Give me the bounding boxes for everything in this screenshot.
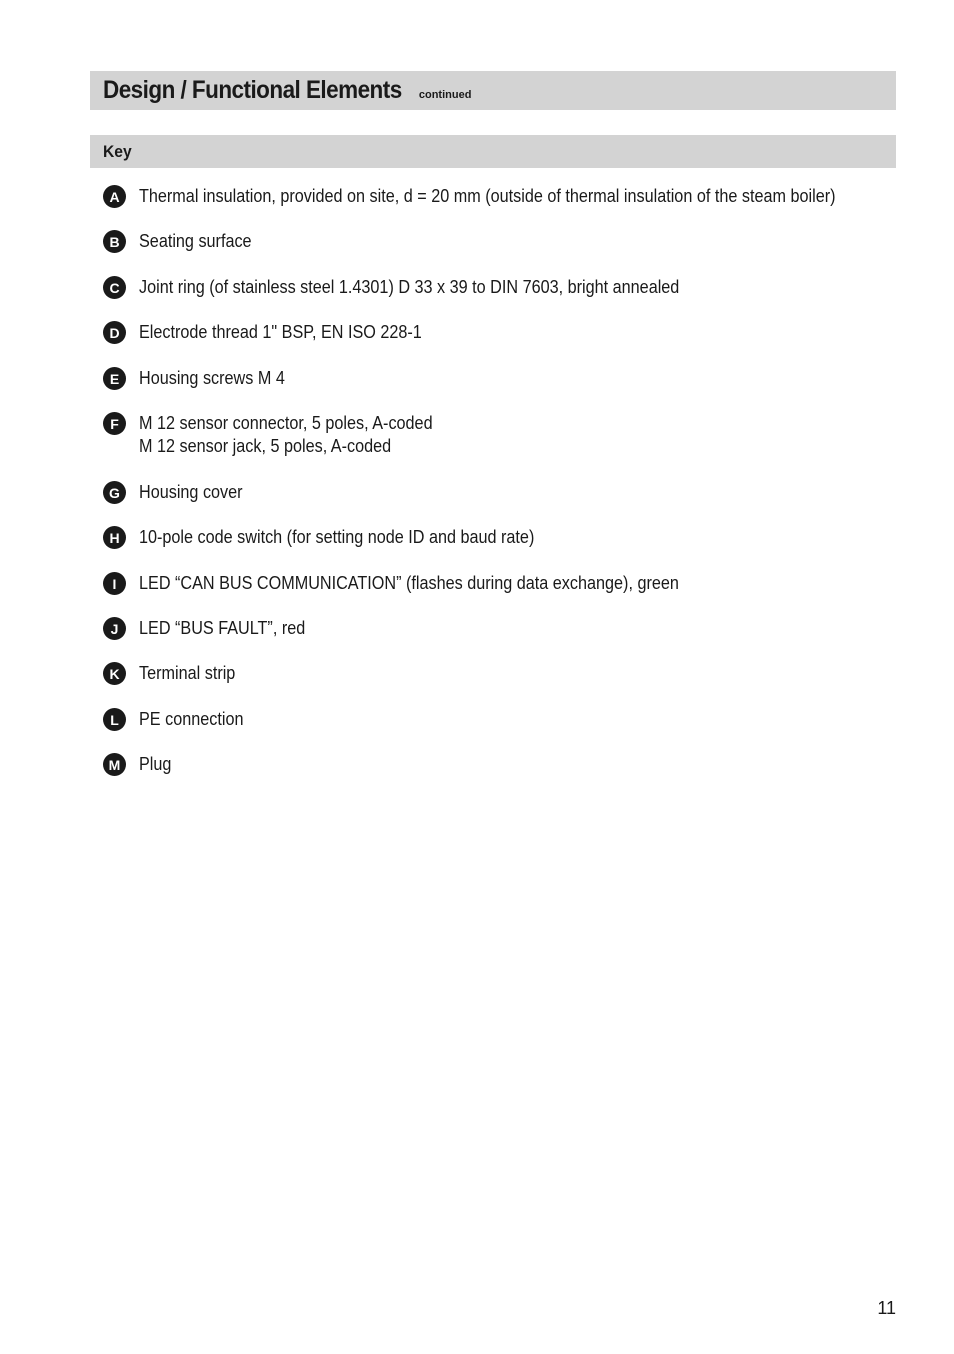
key-item-e — [103, 367, 301, 390]
key-item-line: Seating surface — [139, 231, 252, 251]
key-letter-badge: M — [103, 753, 126, 776]
key-item-text — [139, 753, 171, 776]
key-letter-badge: E — [103, 367, 126, 390]
key-item-line: Housing screws M 4 — [139, 368, 285, 388]
section-header — [90, 71, 896, 110]
key-header — [90, 135, 896, 168]
key-title: Key — [103, 141, 132, 161]
key-item-line: Joint ring (of stainless steel 1.4301) D 33 x 39 to DIN 7603, bright annealed — [139, 277, 680, 297]
key-item-g — [103, 481, 254, 504]
key-item-line: PE connection — [139, 709, 244, 729]
key-item-line: M 12 sensor connector, 5 poles, A-coded — [139, 413, 433, 433]
key-letter-badge: H — [103, 526, 126, 549]
key-item-text — [139, 276, 679, 299]
key-item-line: 10-pole code switch (for setting node ID and baud rate) — [139, 527, 535, 547]
key-item-text — [139, 367, 285, 390]
key-item-d — [103, 321, 453, 344]
key-letter-badge: A — [103, 185, 126, 208]
key-item-a — [103, 185, 913, 208]
key-item-text — [139, 321, 422, 344]
key-item-m — [103, 753, 175, 776]
key-item-h — [103, 526, 578, 549]
key-item-text — [139, 572, 679, 595]
key-item-line: Housing cover — [139, 482, 243, 502]
key-item-text — [139, 662, 235, 685]
key-item-line: Terminal strip — [139, 663, 236, 683]
key-item-b — [103, 230, 264, 253]
key-item-l — [103, 708, 255, 731]
page-number: 11 — [877, 1298, 896, 1318]
key-item-line: LED “BUS FAULT”, red — [139, 618, 306, 638]
key-letter-badge: B — [103, 230, 126, 253]
key-letter-badge: J — [103, 617, 126, 640]
key-letter-badge: I — [103, 572, 126, 595]
section-subtitle: continued — [418, 89, 472, 101]
key-letter-badge: L — [103, 708, 126, 731]
section-title: Design / Functional Elements — [103, 76, 402, 104]
key-item-line: Thermal insulation, provided on site, d = 20 mm (outside of thermal insulation of the steam boiler) — [139, 186, 836, 206]
key-letter-badge: K — [103, 662, 126, 685]
key-item-k — [103, 662, 246, 685]
key-letter-badge: G — [103, 481, 126, 504]
key-item-text — [139, 412, 433, 458]
key-item-f — [103, 412, 465, 458]
key-item-line: Electrode thread 1" BSP, EN ISO 228-1 — [139, 322, 422, 342]
key-letter-badge: D — [103, 321, 126, 344]
key-item-i — [103, 572, 739, 595]
key-item-line: M 12 sensor jack, 5 poles, A-coded — [139, 436, 392, 456]
key-letter-badge: F — [103, 412, 126, 435]
key-item-text — [139, 481, 243, 504]
key-letter-badge: C — [103, 276, 126, 299]
key-item-line: Plug — [139, 754, 172, 774]
key-item-text — [139, 708, 243, 731]
key-item-text — [139, 617, 305, 640]
key-item-text — [139, 526, 534, 549]
key-item-c — [103, 276, 739, 299]
key-item-line: LED “CAN BUS COMMUNICATION” (flashes during data exchange), green — [139, 573, 679, 593]
key-item-j — [103, 617, 324, 640]
key-item-text — [139, 230, 252, 253]
key-item-text — [139, 185, 836, 208]
